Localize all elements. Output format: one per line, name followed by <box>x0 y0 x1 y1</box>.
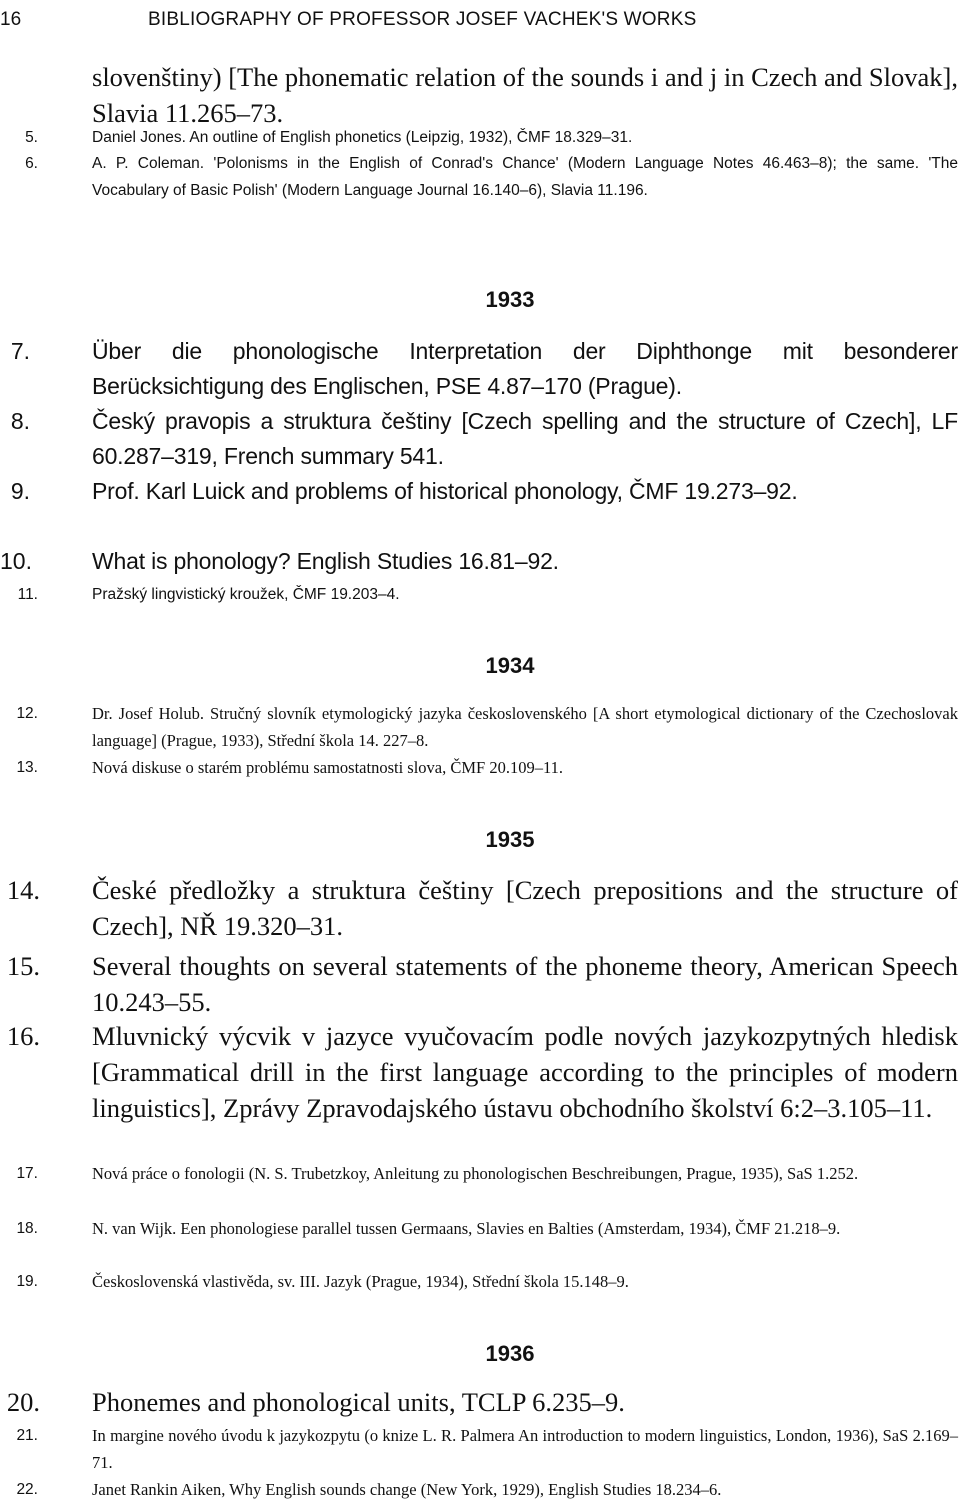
entry-number: 15. <box>6 951 40 981</box>
entry-text: What is phonology? English Studies 16.81–92. <box>92 548 559 574</box>
entry-number: 11. <box>17 586 38 603</box>
year-heading: 1935 <box>485 827 535 852</box>
entry-number: 17. <box>16 1165 38 1182</box>
entry-text: In margine nového úvodu k jazykozpytu (o knize L. R. Palmera An introduction to modern linguistics, London, 1936), SaS 2.169–71. <box>92 1426 958 1472</box>
entry-text: Československá vlastivěda, sv. III. Jazyk (Prague, 1934), Střední škola 15.148–9. <box>92 1272 629 1291</box>
entry-text: Über die phonologische Interpretation der Diphthonge mit besonderer Berücksichtigung des Englischen, PSE 4.87–170 (Prague). <box>92 338 958 399</box>
entry-number: 8. <box>10 408 30 434</box>
entry-text: Janet Rankin Aiken, Why English sounds change (New York, 1929), English Studies 18.234–6. <box>92 1480 722 1499</box>
entry-number: 22. <box>16 1481 38 1498</box>
running-title: BIBLIOGRAPHY OF PROFESSOR JOSEF VACHEK'S WORKS <box>148 9 697 30</box>
entry-number: 20. <box>6 1387 40 1417</box>
running-head <box>0 6 960 34</box>
entry-text: Phonemes and phonological units, TCLP 6.235–9. <box>92 1387 625 1417</box>
entry-number: 6. <box>25 155 38 172</box>
entry-text: N. van Wijk. Een phonologiese parallel tussen Germaans, Slavies en Balties (Amsterdam, 1934), ČMF 21.218–9. <box>92 1219 841 1238</box>
entry-number: 19. <box>16 1273 38 1290</box>
year-heading: 1934 <box>485 653 535 678</box>
entry-number: 16. <box>6 1021 40 1051</box>
entry-number: 5. <box>25 129 38 146</box>
entry-text: Český pravopis a struktura češtiny [Czech spelling and the structure of Czech], LF 60.287–319, French summary 541. <box>92 408 958 469</box>
entry-number: 12. <box>16 705 38 722</box>
entry-number: 10. <box>0 548 32 574</box>
entry-text: A. P. Coleman. 'Polonisms in the English of Conrad's Chance' (Modern Language Notes 46.463–8); the same. 'The Vocabulary of Basic Polish' (Modern Language Journal 16.140–6), Slavia 11.196. <box>92 155 958 199</box>
entry-number: 21. <box>16 1427 38 1444</box>
entry-text: slovenštiny) [The phonematic relation of the sounds i and j in Czech and Slovak], Slavia 11.265–73. <box>92 62 958 128</box>
entry-text: Several thoughts on several statements of the phoneme theory, American Speech 10.243–55. <box>92 951 958 1017</box>
year-heading: 1936 <box>485 1341 535 1366</box>
entry-number: 9. <box>10 478 30 504</box>
entry-number: 13. <box>16 759 38 776</box>
entry-text: České předložky a struktura češtiny [Czech prepositions and the structure of Czech], NŘ 19.320–31. <box>92 875 958 941</box>
entry-text: Dr. Josef Holub. Stručný slovník etymologický jazyka československého [A short etymological dictionary of the Czechoslovak language] (Prague, 1933), Střední škola 14. 227–8. <box>92 704 958 750</box>
entry-number: 7. <box>10 338 30 364</box>
entry-text: Mluvnický výcvik v jazyce vyučovacím podle nových jazykozpytných hledisk [Grammatical drill in the first language according to the principles of modern linguistics], Zprávy Zpravodajského ústavu obchodního školství 6:2–3.105–11. <box>92 1021 958 1123</box>
page-number: 16 <box>0 9 22 30</box>
entry-text: Pražský lingvistický kroužek, ČMF 19.203–4. <box>92 586 400 603</box>
entry-text: Daniel Jones. An outline of English phonetics (Leipzig, 1932), ČMF 18.329–31. <box>92 129 633 146</box>
year-heading: 1933 <box>485 287 535 312</box>
entry-text: Nová diskuse o starém problému samostatnosti slova, ČMF 20.109–11. <box>92 758 563 777</box>
entry-text: Nová práce o fonologii (N. S. Trubetzkoy, Anleitung zu phonologischen Beschreibungen, Prague, 1935), SaS 1.252. <box>92 1164 859 1183</box>
entry-number: 18. <box>16 1220 38 1237</box>
entry-text: Prof. Karl Luick and problems of historical phonology, ČMF 19.273–92. <box>92 478 798 504</box>
entry-number: 14. <box>6 875 40 905</box>
